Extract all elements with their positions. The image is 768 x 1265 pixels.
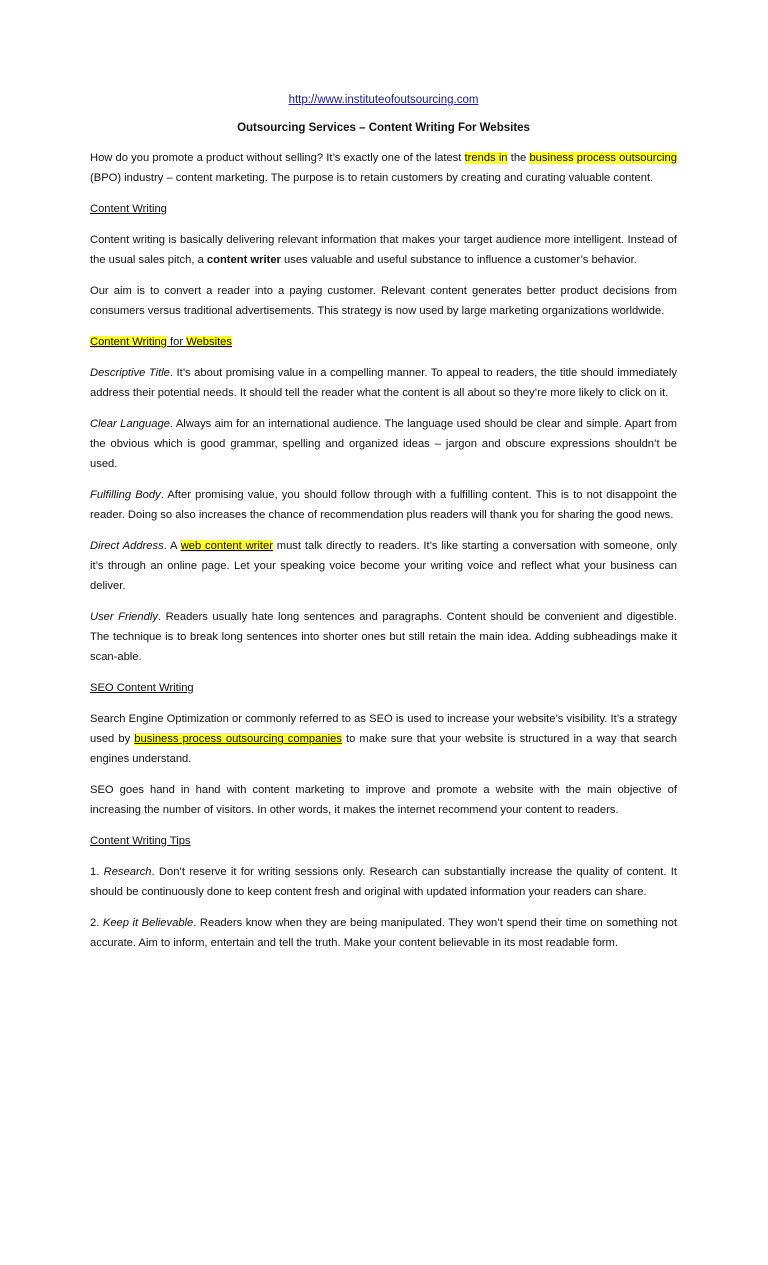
content-writing-paragraph-1 <box>90 230 677 270</box>
direct-address-text-b: must talk directly to readers. It’s like starting a conversation with someone, only it’s through an online page. Let your speaking voice become your writing voice and reflect what your business can deliver. <box>90 540 677 592</box>
document-page <box>90 92 677 964</box>
clear-language-text: . Always aim for an international audience. The language used should be clear and simple. Apart from the obvious which is good grammar, spelling and organized ideas – jargon and obscure expressions shouldn’t be used. <box>90 418 677 470</box>
seo-p1-text-a: Search Engine Optimization or commonly referred to as SEO is used to increase your website’s visibility. It’s a strategy used by <box>90 713 677 745</box>
source-url-link[interactable]: http://www.instituteofoutsourcing.com <box>288 94 479 106</box>
tip-1-term: Research <box>103 866 152 878</box>
websites-heading <box>90 332 677 352</box>
seo-paragraph-2: SEO goes hand in hand with content marketing to improve and promote a website with the main objective of increasing the number of visitors. In other words, it makes the internet recommend your content to readers. <box>90 784 677 816</box>
clear-language-term: Clear Language <box>90 418 170 430</box>
content-writing-heading: Content Writing <box>90 203 167 215</box>
intro-text-1: How do you promote a product without selling? It’s exactly one of the latest <box>90 152 465 164</box>
websites-heading-for: for <box>166 336 187 348</box>
document-title: Outsourcing Services – Content Writing For Websites <box>237 122 530 134</box>
cw-p1-text-b: uses valuable and useful substance to influence a customer’s behavior. <box>280 254 637 266</box>
intro-paragraph <box>90 148 677 188</box>
seo-p1-text-b: to make sure that your website is structured in a way that search engines understand. <box>90 733 677 765</box>
trends-in-link[interactable]: trends in <box>464 152 508 164</box>
content-writer-bold: content writer <box>206 254 281 266</box>
fulfilling-body-term: Fulfilling Body <box>90 489 161 501</box>
tip-believable-paragraph <box>90 913 677 953</box>
tip-1-number: 1. <box>90 866 104 878</box>
content-writing-link[interactable]: Content Writing <box>90 336 167 348</box>
direct-address-text-a: . A <box>163 540 181 552</box>
direct-address-paragraph <box>90 536 677 596</box>
direct-address-term: Direct Address <box>90 540 164 552</box>
tips-heading: Content Writing Tips <box>90 835 191 847</box>
tip-2-term: Keep it Believable <box>102 917 194 929</box>
web-content-writer-link[interactable]: web content writer <box>180 540 273 552</box>
tip-1-text: . Don’t reserve it for writing sessions only. Research can substantially increase the quality of content. It should be continuously done to keep content fresh and original with updated information your readers can share. <box>90 866 677 898</box>
seo-heading: SEO Content Writing <box>90 682 194 694</box>
intro-text-3: (BPO) industry – content marketing. The purpose is to retain customers by creating and curating valuable content. <box>90 172 654 184</box>
bpo-link[interactable]: business process outsourcing <box>529 152 677 164</box>
descriptive-title-term: Descriptive Title <box>90 367 170 379</box>
user-friendly-text: . Readers usually hate long sentences and paragraphs. Content should be convenient and digestible. The technique is to break long sentences into shorter ones but still retain the main idea. Adding subheadings make it scan-able. <box>90 611 677 663</box>
intro-text-2: the <box>507 152 530 164</box>
tip-2-number: 2. <box>90 917 103 929</box>
clear-language-paragraph <box>90 414 677 474</box>
user-friendly-term: User Friendly <box>90 611 158 623</box>
fulfilling-body-paragraph <box>90 485 677 525</box>
source-url-line <box>90 92 677 108</box>
user-friendly-paragraph <box>90 607 677 667</box>
descriptive-title-paragraph <box>90 363 677 403</box>
tip-research-paragraph <box>90 862 677 902</box>
content-writing-paragraph-2: Our aim is to convert a reader into a paying customer. Relevant content generates better product decisions from consumers versus traditional advertisements. This strategy is now used by large marketing organizations worldwide. <box>90 285 677 317</box>
bpo-companies-link[interactable]: business process outsourcing companies <box>134 733 342 745</box>
fulfilling-body-text: . After promising value, you should follow through with a fulfilling content. This is to not disappoint the reader. Doing so also increases the chance of recommendation plus readers will thank you for sharing the good news. <box>90 489 677 521</box>
tip-2-text: . Readers know when they are being manipulated. They won’t spend their time on something not accurate. Aim to inform, entertain and tell the truth. Make your content believable in its most readable form. <box>90 917 677 949</box>
cw-p1-text-a: Content writing is basically delivering relevant information that makes your target audience more intelligent. Instead of the usual sales pitch, a <box>90 234 677 266</box>
descriptive-title-text: . It’s about promising value in a compelling manner. To appeal to readers, the title should immediately address their potential needs. It should tell the reader what the content is all about so they’re more likely to click on it. <box>90 367 677 399</box>
websites-link[interactable]: Websites <box>186 336 232 348</box>
seo-paragraph-1 <box>90 709 677 769</box>
